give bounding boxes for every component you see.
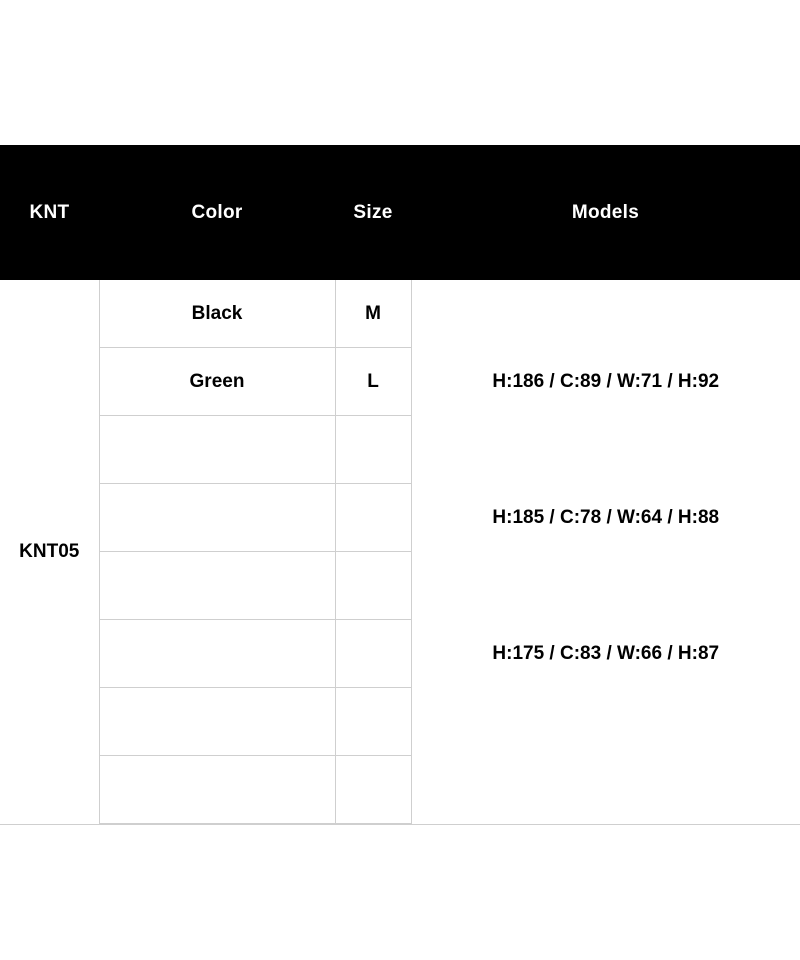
model-name-marco: MARCO [411,416,800,484]
model-measurements-zen: H:175 / C:83 / W:66 / H:87 [411,620,800,688]
table-row [0,756,800,824]
model-measurements-felix: H:186 / C:89 / W:71 / H:92 [411,348,800,416]
color-cell-black: Black [99,280,335,348]
size-cell-l: L [335,348,411,416]
column-header-knt: KNT [29,201,70,223]
table-row [0,552,800,620]
product-code-cell: KNT05 [0,280,99,824]
size-cell-empty [335,756,411,824]
table-body [0,280,800,825]
size-cell-empty [335,552,411,620]
size-cell-empty [335,620,411,688]
size-cell-empty [335,688,411,756]
color-cell-empty [99,416,335,484]
model-name-felix: FELIX [411,280,800,348]
column-header-color: Color [191,201,243,223]
size-cell-empty [335,484,411,552]
size-cell-empty [335,416,411,484]
color-cell-empty [99,756,335,824]
column-header-size: Size [353,201,393,223]
size-cell-m: M [335,280,411,348]
model-cell-empty [411,756,800,824]
column-header-models: Models [571,201,640,223]
color-cell-empty [99,484,335,552]
bottom-rule [0,824,800,825]
color-cell-empty [99,688,335,756]
model-name-zen: ZEN [411,552,800,620]
table-row [0,620,800,688]
color-cell-empty [99,552,335,620]
model-band-empty [411,688,800,756]
model-measurements-marco: H:185 / C:78 / W:64 / H:88 [411,484,800,552]
table-row [0,688,800,756]
table-bottom-rule [0,824,800,825]
table-row [0,348,800,416]
table-row [0,416,800,484]
color-cell-empty [99,620,335,688]
specification-table [0,145,800,825]
table-header [0,145,800,280]
table-row [0,484,800,552]
color-cell-green: Green [99,348,335,416]
table-header-row [0,145,800,280]
table-row [0,280,800,348]
